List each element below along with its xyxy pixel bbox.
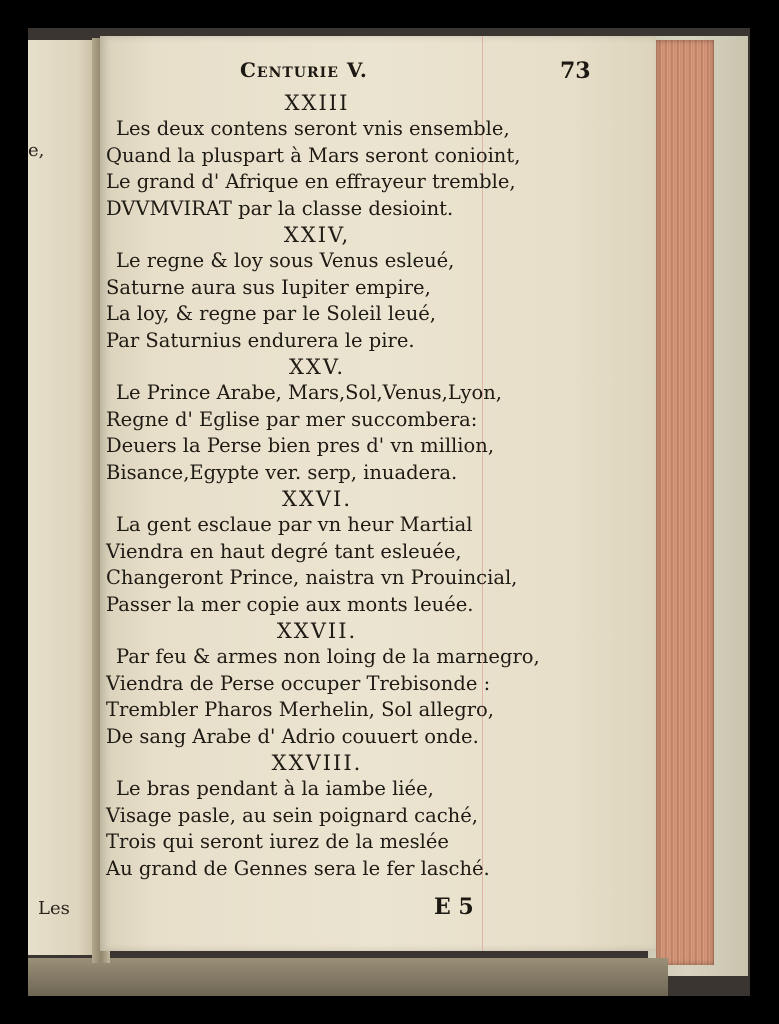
- quatrain-line: Au grand de Gennes sera le fer lasché.: [106, 856, 490, 880]
- quatrain-line: Par feu & armes non loing de la marnegro,: [116, 645, 540, 668]
- quatrain-title: XXVII.: [276, 619, 358, 643]
- running-head: Centurie V.: [240, 58, 368, 82]
- quatrain-line: Passer la mer copie aux monts leuée.: [106, 592, 474, 616]
- left-page-catchword: Les: [38, 898, 70, 919]
- quatrain: [100, 618, 540, 750]
- quatrain-line: Le bras pendant à la iambe liée,: [116, 777, 434, 800]
- quatrain-line: Changeront Prince, naistra vn Prouincial,: [106, 566, 518, 589]
- quatrain-title: XXVIII.: [271, 751, 363, 775]
- quatrain-title: XXIV,: [283, 223, 351, 247]
- quatrain-line: Le regne & loy sous Venus esleué,: [116, 249, 455, 272]
- quatrain-line: Deuers la Perse bien pres d' vn million,: [106, 434, 495, 457]
- quatrain-line: Saturne aura sus Iupiter empire,: [106, 275, 431, 299]
- quatrain-line: Regne d' Eglise par mer succombera:: [106, 407, 478, 431]
- quatrain-title: XXV.: [288, 355, 346, 379]
- quatrain-line: Viendra en haut degré tant esleuée,: [106, 539, 462, 563]
- quatrain-line: Visage pasle, au sein poignard caché,: [106, 803, 478, 827]
- bottom-binding-strip: [28, 958, 668, 996]
- quatrain-line: Par Saturnius endurera le pire.: [106, 328, 415, 352]
- left-facing-page: [28, 40, 100, 955]
- quatrain: [100, 750, 520, 882]
- quatrain-list: [100, 90, 540, 882]
- quatrain-line: Viendra de Perse occuper Trebisonde :: [106, 671, 491, 695]
- book-scan: [28, 28, 750, 996]
- left-page-fragment: e,: [28, 140, 45, 161]
- quatrain-line: Trembler Pharos Merhelin, Sol allegro,: [106, 698, 494, 721]
- right-page: [100, 36, 656, 951]
- signature-mark: E 5: [434, 894, 474, 920]
- quatrain: [100, 222, 520, 354]
- quatrain-line: DVVMVIRAT par la classe desioint.: [106, 196, 454, 220]
- quatrain-line: Bisance,Egypte ver. serp, inuadera.: [106, 460, 458, 484]
- quatrain-title: XXVI.: [281, 487, 353, 511]
- quatrain-line: La gent esclaue par vn heur Martial: [116, 513, 473, 536]
- quatrain-line: La loy, & regne par le Soleil leué,: [106, 302, 436, 325]
- quatrain-title: XXIII: [284, 91, 350, 115]
- quatrain-line: Le grand d' Afrique en effrayeur tremble,: [106, 170, 516, 193]
- quatrain-line: Le Prince Arabe, Mars,Sol,Venus,Lyon,: [116, 381, 502, 404]
- quatrain: [100, 354, 520, 486]
- quatrain-line: De sang Arabe d' Adrio couuert onde.: [106, 724, 479, 748]
- page-header: [100, 58, 656, 88]
- page-number: 73: [560, 58, 591, 84]
- page-edges: [656, 40, 714, 965]
- quatrain-line: Quand la pluspart à Mars seront conioint,: [106, 143, 521, 167]
- quatrain: [100, 486, 520, 618]
- quatrain: [100, 90, 520, 222]
- quatrain-line: Trois qui seront iurez de la meslée: [106, 830, 449, 853]
- quatrain-line: Les deux contens seront vnis ensemble,: [116, 117, 510, 140]
